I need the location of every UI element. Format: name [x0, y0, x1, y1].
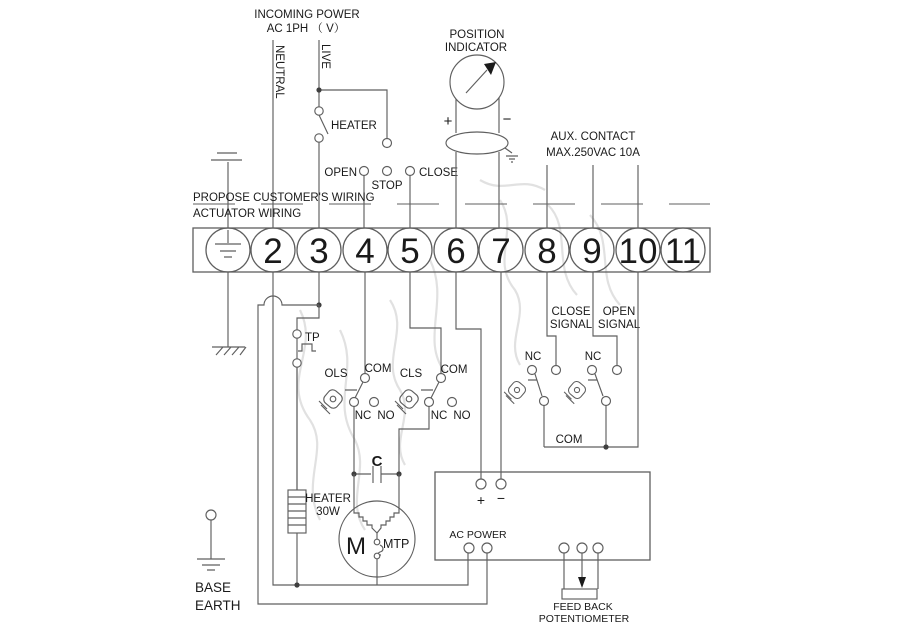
controller-box	[435, 472, 650, 560]
motor-label: M	[346, 533, 366, 560]
feedback-label-2: POTENTIOMETER	[538, 613, 630, 625]
cls-label: CLS	[399, 368, 423, 380]
tp-branch-wire	[297, 305, 319, 330]
terminal-4-number: 4	[355, 232, 375, 271]
aux-stub-wires	[547, 165, 638, 228]
open-label: OPEN	[324, 167, 357, 179]
aux-contact-label-1: AUX. CONTACT	[550, 131, 636, 143]
stop-label: STOP	[371, 180, 403, 192]
stop-contact-top	[383, 139, 392, 148]
mtp-contact-bottom	[374, 553, 380, 559]
capacitor-label: C	[371, 453, 383, 470]
terminal-8-number: 8	[537, 232, 557, 271]
position-indicator	[444, 29, 518, 228]
heater-switch-contact-top	[315, 107, 323, 115]
indicator-wires-bottom	[456, 152, 499, 228]
ols-nc-label: NC	[354, 410, 372, 422]
mtp-label: MTP	[383, 537, 410, 551]
power-wiring	[258, 272, 487, 604]
terminal-9-number: 9	[582, 232, 602, 271]
base-earth	[195, 510, 241, 613]
box-plus-terminal	[476, 479, 486, 489]
aux2-nc-label: NC	[584, 351, 602, 363]
ols-com-label: COM	[364, 363, 392, 375]
customer-wiring-label: PROPOSE CUSTOMER'S WIRING	[193, 192, 375, 204]
cls-com-label: COM	[440, 364, 468, 376]
open-contact	[360, 167, 369, 176]
box-plus-label: +	[476, 492, 486, 508]
close-signal-label-2: SIGNAL	[549, 319, 593, 331]
indicator-minus: −	[502, 111, 512, 128]
pot-terminal-2	[577, 543, 587, 553]
indicator-plus: +	[443, 113, 453, 130]
neutral-label: NEUTRAL	[273, 45, 285, 99]
live-branch-wire	[258, 296, 487, 604]
terminal-strip	[193, 228, 710, 272]
terminal-7-number: 7	[491, 232, 511, 271]
position-indicator-label-2: INDICATOR	[444, 42, 508, 54]
heater-switch-label: HEATER	[331, 120, 377, 132]
terminal-10-number: 10	[618, 232, 658, 271]
terminal-6-number: 6	[446, 232, 466, 271]
neutral-return-wire	[273, 272, 471, 585]
live-label: LIVE	[319, 44, 331, 69]
heater-label: HEATER	[305, 493, 351, 505]
ac-power-label: AC POWER	[449, 529, 507, 541]
aux1-nc-label: NC	[524, 351, 542, 363]
aux1-signal-contact	[552, 366, 561, 375]
incoming-power-voltage: AC 1PH （ V）	[266, 23, 346, 35]
aux2-signal-contact	[613, 366, 622, 375]
terminal-11-number: 11	[664, 232, 702, 271]
aux-contact-label-2: MAX.250VAC 10A	[546, 147, 640, 159]
mtp-contact-top	[374, 539, 380, 545]
wiring-boundary	[193, 192, 710, 220]
stop-contact-bottom	[383, 167, 392, 176]
chassis-earth	[212, 272, 246, 355]
aux1-common-contact	[540, 397, 549, 406]
incoming-power-title: INCOMING POWER	[254, 9, 360, 21]
actuator-wiring-label: ACTUATOR WIRING	[193, 208, 302, 220]
close-limit-switch	[395, 272, 471, 474]
open-signal-label-1: OPEN	[602, 306, 636, 318]
close-signal-label-1: CLOSE	[551, 306, 591, 318]
dial-needle-arrowhead	[484, 62, 496, 75]
box-minus-label: −	[496, 490, 506, 506]
heater-switch-contact-bottom	[315, 134, 323, 142]
dial-circle	[450, 55, 504, 109]
feedback-potentiometer	[539, 553, 630, 625]
indicator-earth-symbol	[505, 148, 518, 162]
aux-switch-open	[564, 272, 641, 447]
ac-power-terminal-2	[482, 543, 492, 553]
cls-nc-label: NC	[430, 410, 448, 422]
ols-no-label: NO	[377, 410, 395, 422]
indicator-wires-top	[456, 98, 499, 133]
aux-com-label: COM	[555, 434, 583, 446]
tp-label: TP	[305, 332, 320, 344]
open-signal-label-2: SIGNAL	[597, 319, 641, 331]
position-indicator-label-1: POSITION	[449, 29, 505, 41]
ols-no-contact	[370, 398, 379, 407]
pot-terminal-3	[593, 543, 603, 553]
terminal-2-number: 2	[263, 232, 283, 271]
base-earth-label-1: BASE	[195, 580, 232, 595]
close-label: CLOSE	[419, 167, 458, 179]
pot-terminal-1	[559, 543, 569, 553]
ac-power-terminal-1	[464, 543, 474, 553]
terminal-3-number: 3	[309, 232, 329, 271]
terminal-earth-symbol	[215, 230, 241, 257]
ols-label: OLS	[324, 368, 348, 380]
base-earth-label-2: EARTH	[195, 598, 241, 613]
aux1-nc-contact	[528, 366, 537, 375]
cls-no-contact	[448, 398, 457, 407]
box-minus-terminal	[496, 479, 506, 489]
wiper-arrow	[578, 577, 586, 588]
close-contact	[406, 167, 415, 176]
junction-dot	[316, 87, 321, 92]
dial-needle	[466, 70, 487, 93]
transmitter-ellipse	[446, 132, 508, 154]
terminal-5-number: 5	[400, 232, 420, 271]
aux2-common-contact	[602, 397, 611, 406]
aux2-nc-contact	[588, 366, 597, 375]
heater-wattage: 30W	[316, 506, 340, 518]
cls-no-label: NO	[453, 410, 471, 422]
aux-contact-section	[546, 131, 640, 228]
ols-nc-contact	[350, 398, 359, 407]
motor	[339, 474, 415, 585]
feedback-label-1: FEED BACK	[553, 601, 613, 613]
cls-nc-contact	[425, 398, 434, 407]
